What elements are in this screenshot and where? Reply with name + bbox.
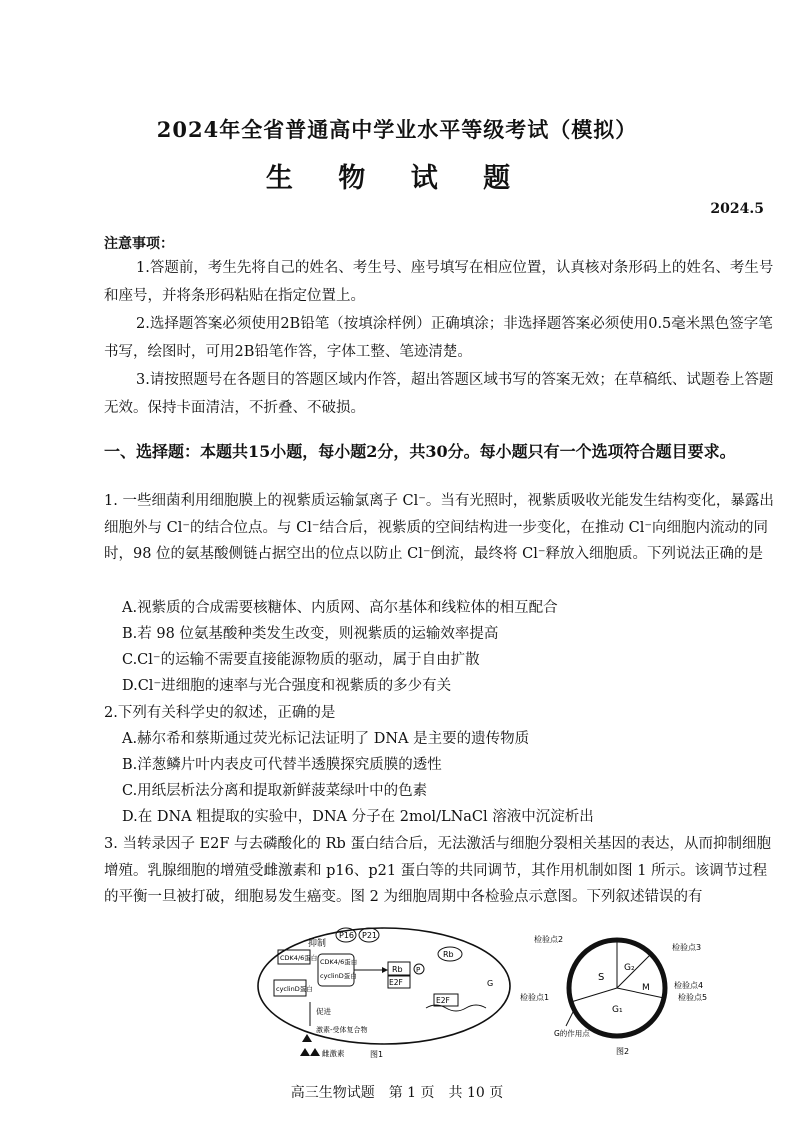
arrowhead-rb <box>382 967 388 973</box>
fig1-label-p21: P21 <box>362 931 378 940</box>
notice-item-3: 3.请按照题号在各题目的答题区域内作答，超出答题区域书写的答案无效；在草稿纸、试题卷上答题无效。保持卡面清洁，不折叠、不破损。 <box>104 372 774 416</box>
divider-m-g1 <box>617 988 664 998</box>
question-1-option-a: A.视紫质的合成需要核糖体、内质网、高尔基体和线粒体的相互配合 <box>122 600 558 616</box>
checkpoint-4: 检验点4 <box>674 981 704 990</box>
hormone-triangle-1 <box>302 1034 312 1042</box>
figure-1-diagram <box>256 924 528 1064</box>
g-site-label: G的作用点 <box>554 1029 590 1038</box>
fig1-label-complex: 激素-受体复合物 <box>316 1026 368 1034</box>
hormone-triangle-3 <box>310 1048 320 1056</box>
notice-heading: 注意事项： <box>104 236 174 252</box>
fig1-label-cdk: CDK4/6蛋白 <box>280 954 318 962</box>
subject-title: 生 物 试 题 <box>265 163 529 194</box>
question-1-stem: 1. 一些细菌利用细胞膜上的视紫质运输氯离子 Cl⁻。当有光照时，视紫质吸收光能发生结构变化，暴露出细胞外与 Cl⁻的结合位点。与 Cl⁻结合后，视紫质的空间结构进一步变化，在推动 Cl⁻向细胞内流动的同时，98 位的氨基酸侧链占据空出的位点以防止 Cl⁻倒流，最终将 Cl⁻释放入细胞质。下列说法正确的是 <box>104 493 774 562</box>
question-1-option-c: C.Cl⁻的运输不需要直接能源物质的驱动，属于自由扩散 <box>122 652 480 668</box>
page-footer: 高三生物试题 第 1 页 共 10 页 <box>290 1085 504 1101</box>
hormone-triangle-2 <box>300 1048 310 1056</box>
fig1-label-promote: 促进 <box>316 1007 331 1016</box>
question-2-option-d: D.在 DNA 粗提取的实验中，DNA 分子在 2mol/LNaCl 溶液中沉淀析出 <box>122 809 594 825</box>
fig1-label-e2f2: E2F <box>436 996 450 1005</box>
exam-date: 2024.5 <box>710 201 764 217</box>
fig1-label-cyclin: cyclinD蛋白 <box>276 985 313 993</box>
divider-g1-s <box>571 988 617 1002</box>
checkpoint-1: 检验点1 <box>520 993 550 1002</box>
fig1-label-rbp: Rb <box>443 950 454 959</box>
phase-s: S <box>598 972 605 983</box>
fig1-label-e2f: E2F <box>389 978 403 987</box>
checkpoint-5: 检验点5 <box>678 993 708 1002</box>
phase-g1: G₁ <box>612 1005 623 1015</box>
question-2-option-c: C.用纸层析法分离和提取新鲜菠菜绿叶中的色素 <box>122 783 428 799</box>
question-2-stem: 2.下列有关科学史的叙述，正确的是 <box>104 705 336 721</box>
checkpoint-3: 检验点3 <box>672 943 702 952</box>
fig1-label-p16: P16 <box>339 931 355 940</box>
figure-1-caption: 图1 <box>370 1050 384 1059</box>
notice-item-1: 1.答题前，考生先将自己的姓名、考生号、座号填写在相应位置，认真核对条形码上的姓名、考生号和座号，并将条形码粘贴在指定位置上。 <box>104 260 774 304</box>
notice-item-2: 2.选择题答案必须使用2B铅笔（按填涂样例）正确填涂；非选择题答案必须使用0.5毫米黑色签字笔书写，绘图时，可用2B铅笔作答，字体工整、笔迹清楚。 <box>104 316 773 360</box>
fig1-label-p: P <box>416 966 421 974</box>
question-1-option-b: B.若 98 位氨基酸种类发生改变，则视紫质的运输效率提高 <box>122 626 499 642</box>
question-2-option-b: B.洋葱鳞片叶内表皮可代替半透膜探究质膜的透性 <box>122 757 442 773</box>
question-3-stem: 3. 当转录因子 E2F 与去磷酸化的 Rb 蛋白结合后，无法激活与细胞分裂相关基因的表达，从而抑制细胞增殖。乳腺细胞的增殖受雌激素和 p16、p21 蛋白等的共同调节，其作用机制如图 1 所示。该调节过程的平衡一旦被打破，细胞易发生癌变。图 2 为细胞周期中各检验点示意图。下列叙述错误的有 <box>104 836 771 905</box>
fig1-label-rb: Rb <box>392 965 403 974</box>
question-1-option-d: D.Cl⁻进细胞的速率与光合强度和视紫质的多少有关 <box>122 678 452 694</box>
fig1-label-cyclin-in: cyclinD蛋白 <box>320 972 357 980</box>
figure-2-diagram <box>514 930 726 1060</box>
exam-title: 2024年全省普通高中学业水平等级考试（模拟） <box>156 117 638 142</box>
figure-2-caption: 图2 <box>616 1047 630 1056</box>
fig1-label-hormone: 雌激素 <box>322 1049 345 1058</box>
question-2-option-a: A.赫尔希和蔡斯通过荧光标记法证明了 DNA 是主要的遗传物质 <box>122 731 530 747</box>
fig1-label-cdk-cyclin: CDK4/6蛋白 <box>320 958 358 966</box>
g-site-pointer <box>566 1010 574 1026</box>
fig1-label-g: G <box>487 979 494 988</box>
checkpoint-2: 检验点2 <box>534 935 564 944</box>
section-heading: 一、选择题：本题共15小题，每小题2分，共30分。每小题只有一个选项符合题目要求。 <box>104 442 736 461</box>
phase-g2: G₂ <box>624 963 635 973</box>
phase-m: M <box>642 983 650 993</box>
fig1-label-inhibit: 抑制 <box>308 939 327 949</box>
